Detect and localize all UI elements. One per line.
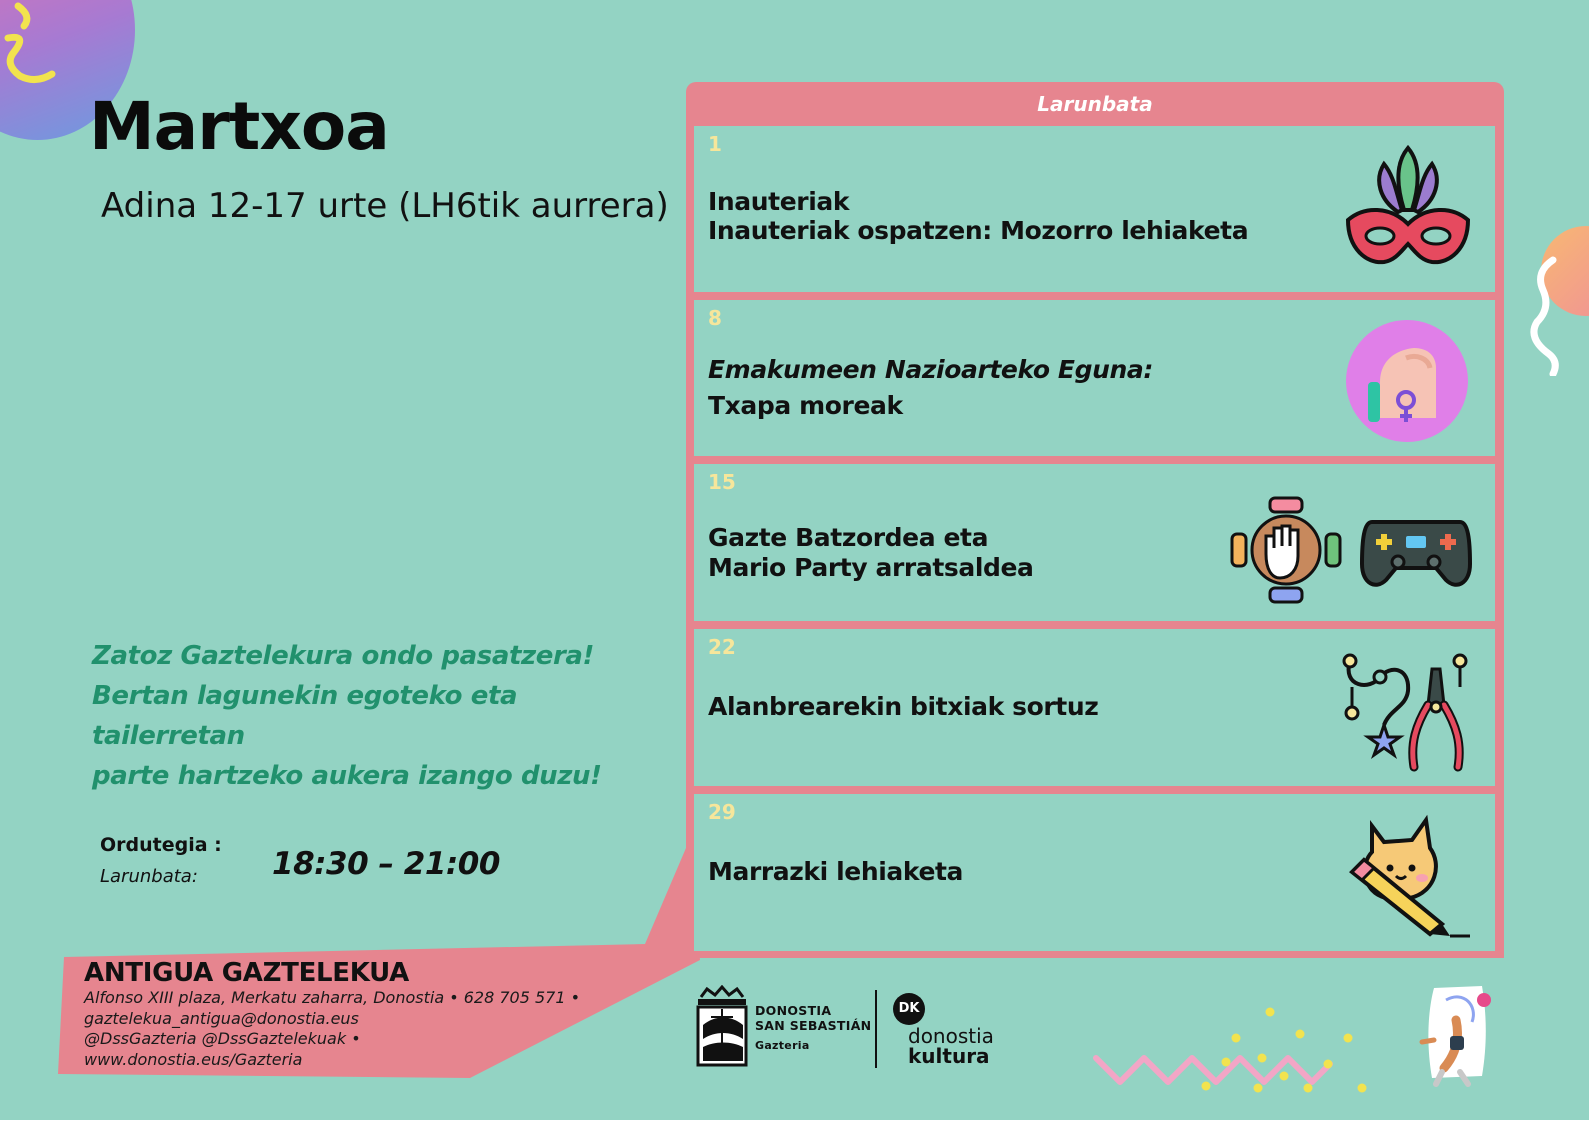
venue-social: @DssGazteria @DssGaztelekuak •: [84, 1029, 361, 1048]
donostia-logo-line-3: Gazteria: [755, 1039, 810, 1052]
intro-line: Bertan lagunekin egoteko eta tailerretan: [92, 681, 518, 751]
schedule-row: [694, 629, 1495, 786]
event-day: 22: [708, 635, 736, 659]
schedule-panel: [686, 82, 1504, 958]
cat-drawing-icon: [1346, 812, 1470, 938]
dk-badge: DK: [893, 993, 925, 1025]
hours-label: Ordutegia :: [100, 834, 222, 856]
teamwork-hands-icon: [1230, 496, 1342, 604]
month-title: Martxoa: [89, 88, 389, 165]
event-subtitle: Inauteriak ospatzen: Mozorro lehiaketa: [708, 216, 1249, 245]
youth-figure-icon: [1416, 980, 1516, 1090]
jewelry-pliers-icon: [1340, 647, 1472, 773]
event-day: 1: [708, 132, 722, 156]
event-subtitle: Txapa moreak: [708, 391, 903, 420]
donostia-logo-line-2: SAN SEBASTIÁN: [755, 1018, 872, 1033]
schedule-header: Larunbata: [1037, 92, 1153, 116]
event-day: 29: [708, 800, 736, 824]
age-range: Adina 12-17 urte (LH6tik aurrera): [101, 186, 669, 226]
event-subtitle: Mario Party arratsaldea: [708, 553, 1034, 582]
event-title: Gazte Batzordea eta: [708, 523, 989, 552]
feminism-badge-icon: [1344, 318, 1470, 444]
event-title: Inauteriak: [708, 187, 850, 216]
intro-text: [92, 636, 672, 796]
venue-address: Alfonso XIII plaza, Merkatu zaharra, Donostia • 628 705 571 •: [84, 988, 581, 1007]
schedule-row: [694, 794, 1495, 951]
hours-time: 18:30 – 21:00: [272, 846, 500, 882]
dk-line-2: kultura: [908, 1044, 990, 1068]
schedule-row: [694, 126, 1495, 292]
event-title: Alanbrearekin bitxiak sortuz: [708, 692, 1099, 721]
donostia-logo-line-1: DONOSTIA: [755, 1003, 832, 1018]
schedule-row: [694, 464, 1495, 621]
schedule-row: [694, 300, 1495, 456]
dk-line-1: donostia: [908, 1024, 994, 1048]
venue-website[interactable]: www.donostia.eus/Gazteria: [84, 1049, 303, 1069]
donostia-kultura-logo: [908, 1026, 994, 1066]
event-title: [708, 355, 1153, 385]
carnival-mask-icon: [1344, 144, 1472, 270]
city-shield-icon: [695, 985, 749, 1067]
event-title-text: Emakumeen Nazioarteko Eguna:: [708, 355, 1153, 384]
venue-contact: [84, 958, 580, 1070]
intro-line: parte hartzeko aukera izango duzu!: [92, 761, 602, 791]
logo-divider: [875, 990, 877, 1068]
gamepad-icon: [1360, 510, 1472, 590]
event-day: 8: [708, 306, 722, 330]
event-day: 15: [708, 470, 736, 494]
venue-email[interactable]: gaztelekua_antigua@donostia.eus: [84, 1008, 359, 1028]
intro-line: Zatoz Gaztelekura ondo pasatzera!: [92, 641, 595, 671]
confetti-decoration: [1090, 1000, 1380, 1100]
hours-day: Larunbata:: [100, 866, 198, 887]
event-title: Marrazki lehiaketa: [708, 857, 964, 886]
venue-name: ANTIGUA GAZTELEKUA: [84, 958, 409, 988]
